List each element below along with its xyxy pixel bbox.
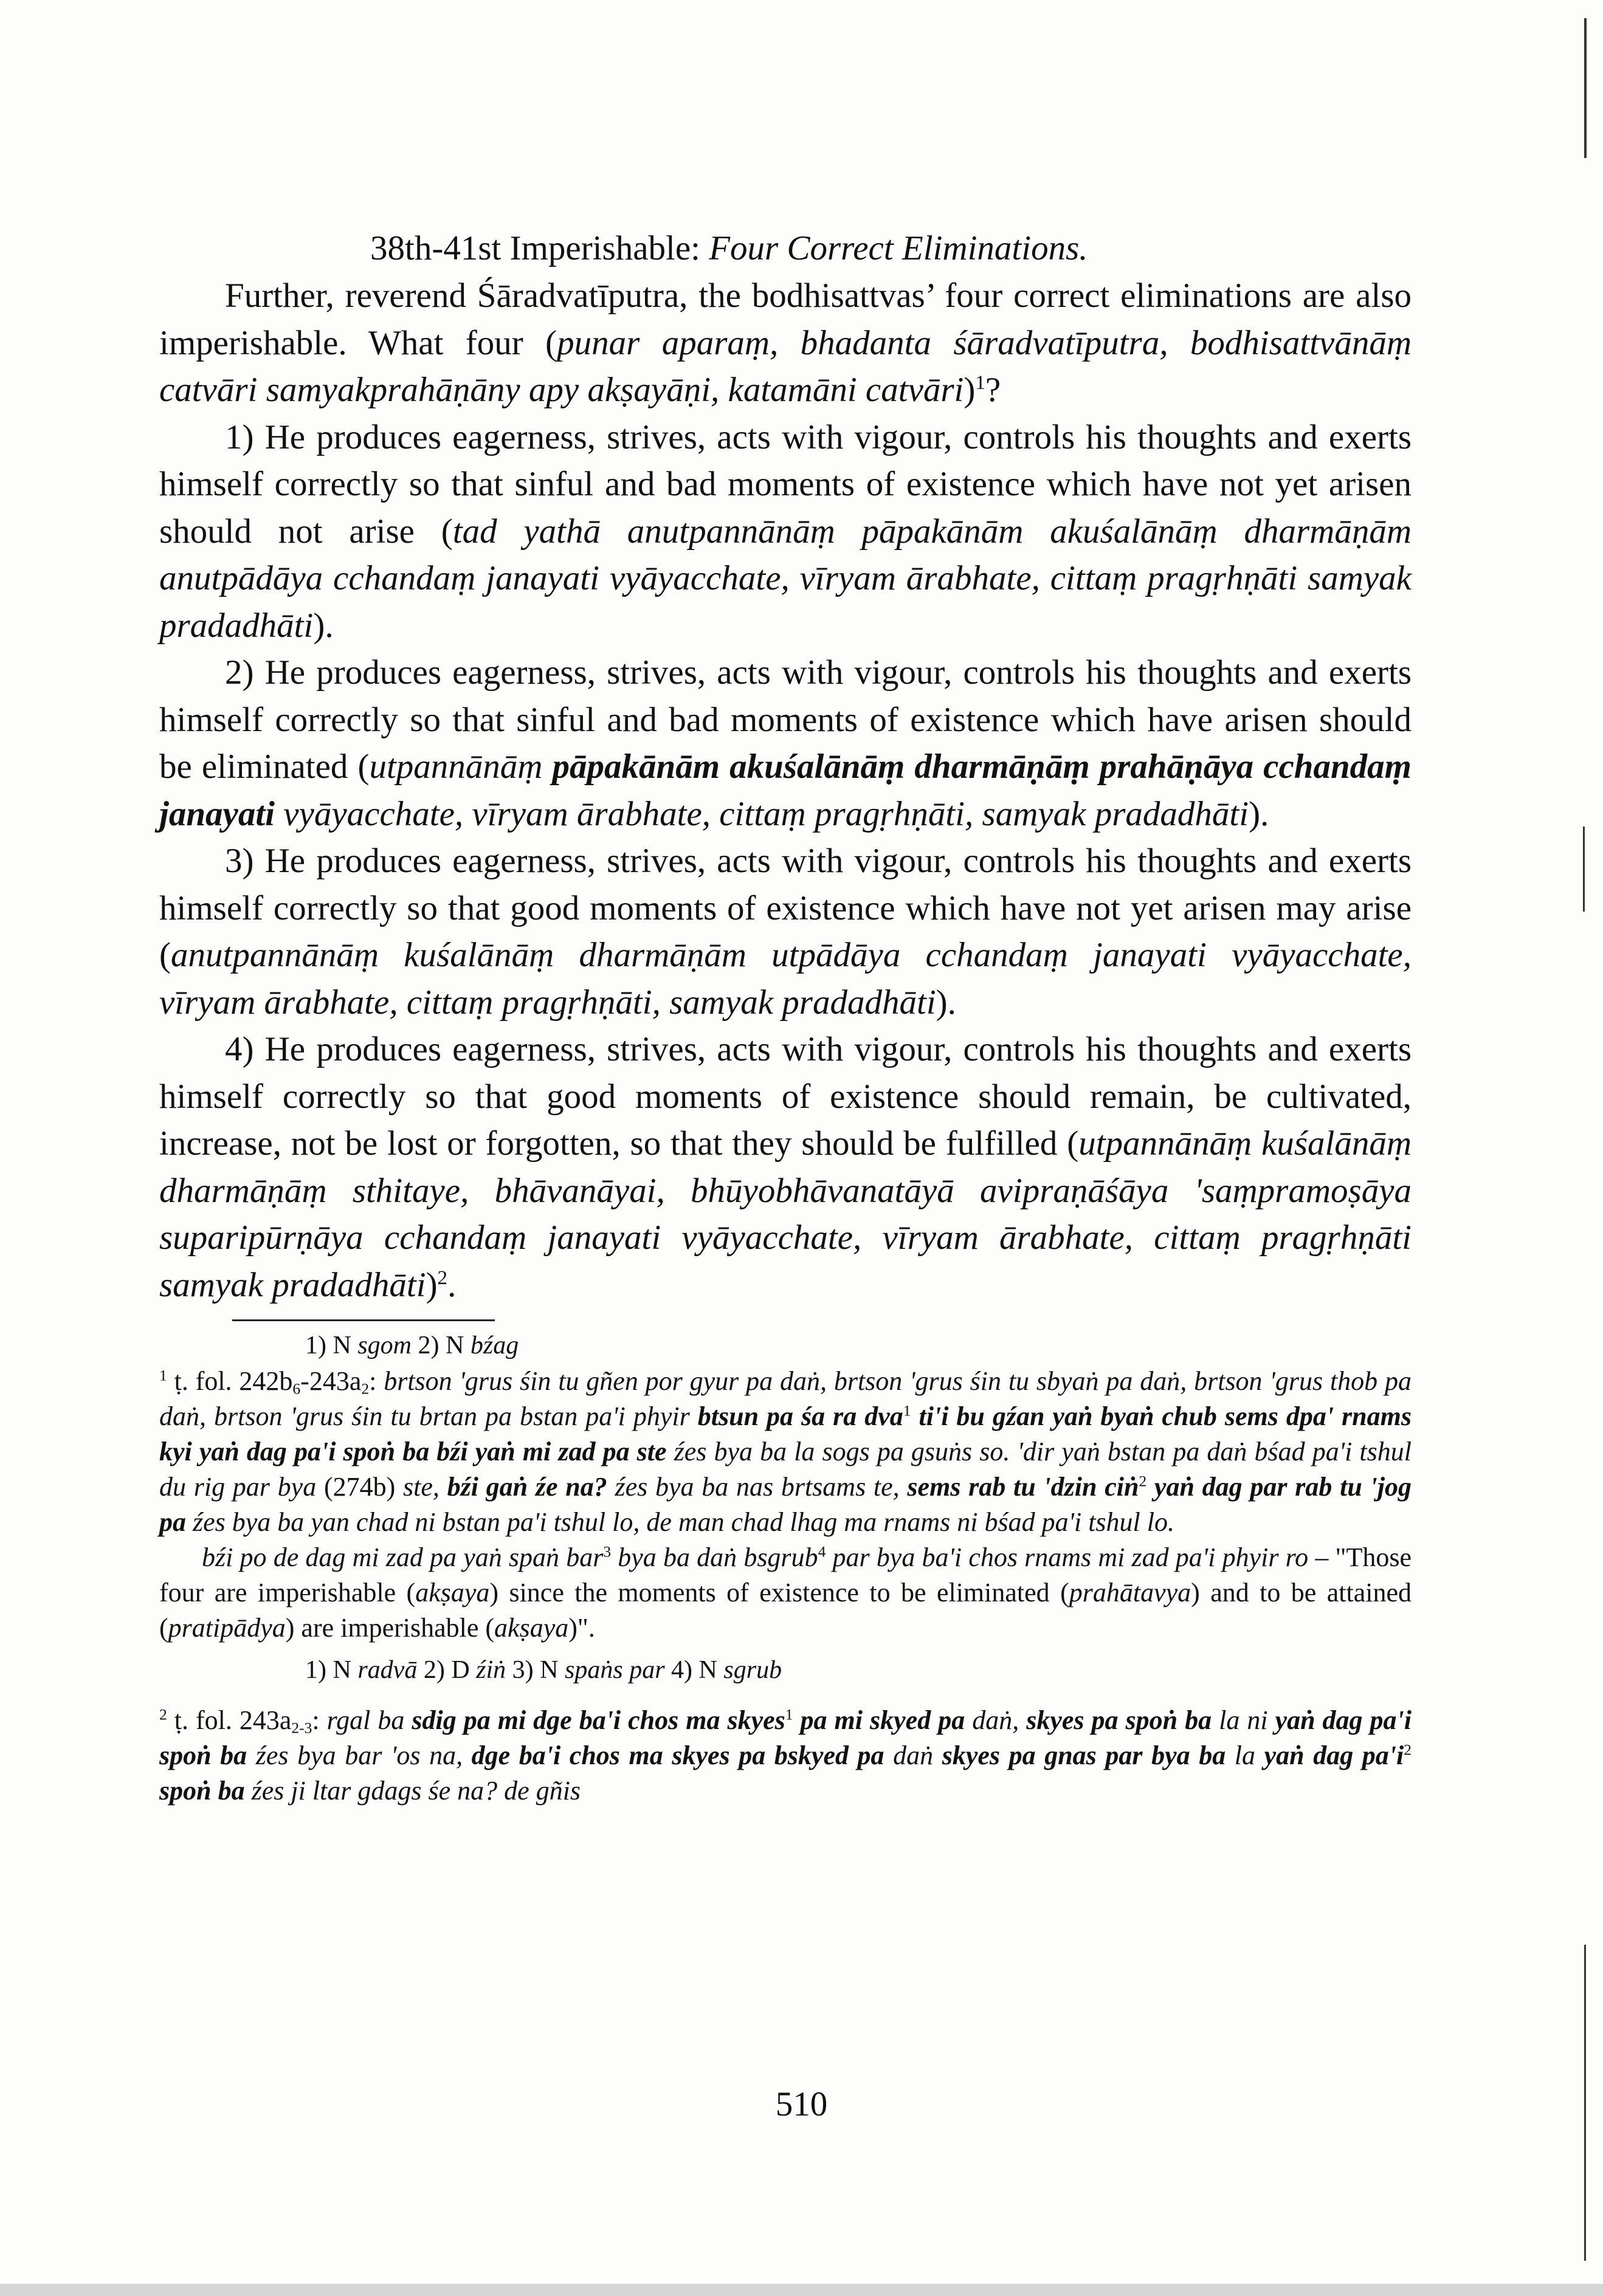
footnote-source: ṭ. fol. 242b bbox=[167, 1366, 293, 1396]
item-italic: anutpannānāṃ kuśalānāṃ dharmāṇām utpādāya cchandaṃ janayati vyāyacchate, vīryam ārabhate, cittaṃ pragṛhṇāti, samyak pradadhāti bbox=[159, 936, 1412, 1022]
tibetan-text-bold: skyes pa spoṅ ba bbox=[1026, 1705, 1212, 1735]
sanskrit-term: akṣaya bbox=[494, 1613, 569, 1643]
item-paragraph bbox=[159, 1026, 1412, 1308]
item-text: 4) He produces eagerness, strives, acts with vigour, controls his thoughts and exerts himself correctly so that good moments of existence should remain, be cultivated, increase, not be lost or forgotten, so that they should be fulfilled ( bbox=[159, 1030, 1412, 1163]
item-end: ). bbox=[1249, 794, 1269, 833]
footnote-marker: 2 bbox=[159, 1705, 167, 1724]
tibetan-text-bold: ti'i bu gźan yaṅ byaṅ chub sems dpa' rnams kyi yaṅ dag pa'i spoṅ ba bźi yaṅ mi zad pa ste bbox=[159, 1401, 1412, 1466]
item-paragraph bbox=[159, 414, 1412, 650]
tibetan-text-bold: bźi gaṅ źe na? bbox=[447, 1472, 607, 1502]
tibetan-text-bold: btsun pa śa ra dva bbox=[697, 1401, 903, 1431]
apparatus-reading: spaṅs par bbox=[565, 1656, 665, 1684]
heading-title: 38th-41st Imperishable: bbox=[370, 229, 700, 267]
tibetan-text-bold: yaṅ dag pa'i bbox=[1264, 1741, 1404, 1770]
item-bold-italic: pāpakānām akuśalānāṃ dharmāṇāṃ prahāṇāya cchandaṃ janayati bbox=[159, 748, 1412, 833]
translation-text: – "Those four are imperishable ( bbox=[159, 1542, 1412, 1607]
tibetan-text-bold: pa mi skyed pa bbox=[793, 1705, 965, 1735]
tibetan-text: brtson 'grus śin tu gñen por gyur pa daṅ, brtson 'grus śin tu sbyaṅ pa daṅ, brtson 'grus thob pa daṅ, brtson 'grus śin tu brtan pa bstan pa'i phyir bbox=[159, 1366, 1412, 1431]
item-paragraph bbox=[159, 837, 1412, 1026]
apparatus-ref: 2 bbox=[1139, 1472, 1147, 1490]
translation-text: ) since the moments of existence to be eliminated ( bbox=[489, 1578, 1069, 1607]
tibetan-text-bold: dge ba'i chos ma skyes pa bskyed pa bbox=[471, 1741, 884, 1770]
sanskrit-term: prahātavya bbox=[1069, 1578, 1191, 1607]
intro-paragraph bbox=[159, 272, 1412, 414]
tibetan-text: daṅ, bbox=[965, 1705, 1027, 1735]
footnote-ref: 2 bbox=[437, 1267, 448, 1289]
tibetan-text: la ni bbox=[1212, 1705, 1275, 1735]
intro-end: ? bbox=[985, 371, 1001, 409]
apparatus-entry: 1) N bbox=[305, 1656, 358, 1684]
item-end: ). bbox=[936, 983, 956, 1022]
sanskrit-term: akṣaya bbox=[415, 1578, 490, 1607]
critical-apparatus bbox=[159, 1327, 1412, 1364]
tibetan-text-bold: skyes pa gnas par bya ba bbox=[942, 1741, 1226, 1770]
tibetan-text-bold: sdig pa mi dge ba'i chos ma skyes bbox=[412, 1705, 785, 1735]
tibetan-text: źes bya ba nas brtsams te, bbox=[607, 1472, 908, 1502]
folio-ref: (274b) bbox=[323, 1472, 396, 1502]
apparatus-reading: źiṅ bbox=[476, 1656, 506, 1684]
footnote-source: -243a bbox=[300, 1366, 362, 1396]
apparatus-ref: 2 bbox=[1404, 1741, 1412, 1759]
tibetan-text: par bya ba'i chos rnams mi zad pa'i phyir ro bbox=[826, 1542, 1309, 1572]
spacer bbox=[159, 1688, 1412, 1703]
tibetan-text: źes bya ba la sogs pa gsuṅs so. 'dir yaṅ bstan pa daṅ bśad pa'i tshul du rig par bya bbox=[159, 1437, 1412, 1502]
item-text: 1) He produces eagerness, strives, acts with vigour, controls his thoughts and exerts himself correctly so that sinful and bad moments of existence which have not yet arisen should not arise ( bbox=[159, 418, 1412, 551]
tibetan-text: ste, bbox=[395, 1472, 447, 1502]
item-end: ). bbox=[313, 606, 334, 645]
section-heading bbox=[159, 225, 1412, 272]
tibetan-text: la bbox=[1226, 1741, 1264, 1770]
folio-line: 6 bbox=[292, 1380, 301, 1398]
heading-title-italic: Four Correct Eliminations. bbox=[709, 229, 1088, 267]
apparatus-ref: 3 bbox=[603, 1542, 612, 1561]
item-close: ) bbox=[426, 1265, 438, 1304]
item-italic-end: vyāyacchate, vīryam ārabhate, cittaṃ pragṛhṇāti, samyak pradadhāti bbox=[275, 794, 1249, 833]
tibetan-text: źes bya bar 'os na, bbox=[247, 1741, 472, 1770]
footnote-continuation bbox=[159, 1540, 1412, 1646]
tibetan-text-bold: yaṅ dag par rab tu 'jog pa bbox=[159, 1472, 1412, 1537]
tibetan-text: daṅ bbox=[884, 1741, 942, 1770]
footnote bbox=[159, 1703, 1412, 1809]
footnote-ref: 1 bbox=[975, 372, 985, 394]
folio-line: 2-3 bbox=[291, 1719, 312, 1737]
footnote-colon: : bbox=[369, 1366, 384, 1396]
footnote bbox=[159, 1364, 1412, 1540]
tibetan-text: źes ji ltar gdags śe na? de gñis bbox=[244, 1776, 581, 1806]
apparatus-entry: 2) D bbox=[417, 1656, 477, 1684]
apparatus-reading: radvā bbox=[357, 1656, 418, 1684]
apparatus-ref: 1 bbox=[785, 1705, 793, 1724]
intro-close: ) bbox=[964, 371, 976, 409]
tibetan-text-bold: sems rab tu 'dzin ciṅ bbox=[907, 1472, 1139, 1502]
footnote-colon: : bbox=[312, 1705, 327, 1735]
translation-text: )". bbox=[568, 1613, 595, 1643]
translation-text: ) are imperishable ( bbox=[285, 1613, 495, 1643]
intro-italic: punar aparaṃ, bhadanta śāradvatīputra, bodhisattvānāṃ catvāri samyakprahāṇāny apy akṣayāṇi, katamāni catvāri bbox=[159, 323, 1412, 409]
tibetan-text: źes bya ba yan chad ni bstan pa'i tshul lo, de man chad lhag ma rnams ni bśad pa'i tshul lo. bbox=[186, 1507, 1175, 1537]
apparatus-reading: sgrub bbox=[723, 1656, 782, 1684]
translation-text: ) and to be attained ( bbox=[159, 1578, 1412, 1643]
apparatus-reading: sgom bbox=[357, 1332, 412, 1359]
scan-bottom-edge bbox=[0, 2284, 1603, 2296]
tibetan-text: rgal ba bbox=[326, 1705, 412, 1735]
footnote-separator bbox=[232, 1319, 495, 1321]
item-italic: utpannānāṃ bbox=[369, 748, 553, 786]
scan-edge-mark bbox=[1583, 827, 1585, 912]
item-text: 2) He produces eagerness, strives, acts with vigour, controls his thoughts and exerts himself correctly so that sinful and bad moments of existence which have arisen should be eliminated ( bbox=[159, 653, 1412, 786]
item-italic: utpannānāṃ kuśalānāṃ dharmāṇāṃ sthitaye, bhāvanāyai, bhūyobhāvanatāyā avipraṇāśāya 'saṃpramoṣāya suparipūrṇāya cchandaṃ janayati vyāyacchate, vīryam ārabhate, cittaṃ pragṛhṇāti samyak pradadhāti bbox=[159, 1124, 1412, 1304]
apparatus-entry: 3) N bbox=[506, 1656, 565, 1684]
page-number: 510 bbox=[775, 2085, 828, 2123]
apparatus-ref: 4 bbox=[818, 1542, 826, 1561]
tibetan-text-bold: spoṅ ba bbox=[159, 1776, 245, 1806]
item-paragraph bbox=[159, 649, 1412, 837]
scan-edge-mark bbox=[1584, 18, 1587, 158]
sanskrit-term: pratipādya bbox=[168, 1613, 286, 1643]
apparatus-entry: 2) N bbox=[412, 1332, 471, 1359]
tibetan-text: bźi po de dag mi zad pa yaṅ spaṅ bar bbox=[202, 1542, 604, 1572]
item-end: . bbox=[447, 1265, 457, 1304]
page-body bbox=[159, 225, 1412, 1809]
apparatus-entry: 1) N bbox=[305, 1332, 358, 1359]
tibetan-text: bya ba daṅ bsgrub bbox=[611, 1542, 818, 1572]
item-italic: tad yathā anutpannānāṃ pāpakānām akuśalānāṃ dharmāṇām anutpādāya cchandaṃ janayati vyāyacchate, vīryam ārabhate, cittaṃ pragṛhṇāti samyak pradadhāti bbox=[159, 512, 1412, 645]
intro-text: Further, reverend Śāradvatīputra, the bodhisattvas’ four correct eliminations are also imperishable. What four ( bbox=[159, 277, 1412, 362]
footnote-marker: 1 bbox=[159, 1366, 167, 1384]
apparatus-ref: 1 bbox=[903, 1401, 911, 1420]
tibetan-text-bold: yaṅ dag pa'i spoṅ ba bbox=[159, 1705, 1412, 1770]
apparatus-entry: 4) N bbox=[664, 1656, 724, 1684]
item-text: 3) He produces eagerness, strives, acts with vigour, controls his thoughts and exerts himself correctly so that good moments of existence which have not yet arisen may arise ( bbox=[159, 842, 1412, 974]
footnote-source: ṭ. fol. 243a bbox=[167, 1705, 292, 1735]
critical-apparatus bbox=[159, 1652, 1412, 1688]
folio-line: 2 bbox=[361, 1380, 370, 1398]
apparatus-reading: bźag bbox=[470, 1332, 519, 1359]
